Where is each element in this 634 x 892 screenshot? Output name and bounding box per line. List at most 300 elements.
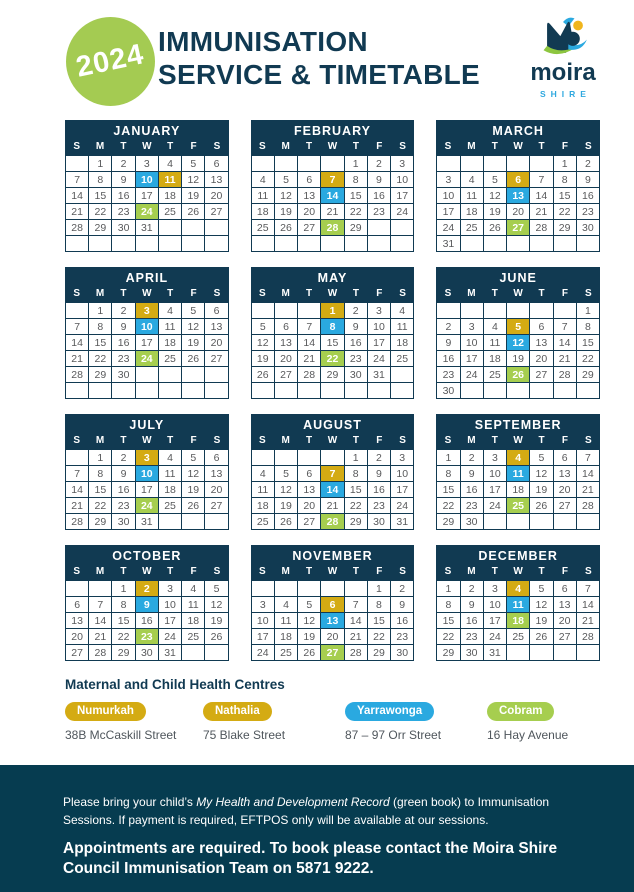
date-cell: 30 — [345, 367, 368, 383]
date-cell: 13 — [554, 466, 577, 482]
legend-title: Maternal and Child Health Centres — [65, 677, 285, 692]
date-cell: 14 — [345, 613, 368, 629]
date-cell: 6 — [205, 303, 228, 319]
dow-label: S — [584, 141, 592, 152]
date-cell: 5 — [252, 319, 275, 335]
dow-label: T — [491, 435, 498, 446]
date-grid — [251, 450, 415, 530]
date-cell: 28 — [345, 645, 368, 661]
date-cell: 21 — [298, 351, 321, 367]
page-title-line1: IMMUNISATION — [158, 26, 368, 57]
date-cell: 26 — [182, 204, 205, 220]
session-date-green: 28 — [321, 514, 344, 530]
dow-label: T — [120, 566, 127, 577]
page-title-line2: SERVICE & TIMETABLE — [158, 59, 481, 91]
empty-cell — [205, 383, 228, 399]
empty-cell — [577, 514, 600, 530]
empty-cell — [530, 514, 553, 530]
date-cell: 19 — [275, 204, 298, 220]
month-calendar-july — [65, 414, 229, 530]
date-cell: 25 — [252, 514, 275, 530]
date-cell: 2 — [368, 450, 391, 466]
session-date-blue: 11 — [507, 466, 530, 482]
date-grid — [65, 303, 229, 399]
month-header — [251, 120, 415, 156]
empty-cell — [391, 367, 414, 383]
date-grid — [436, 303, 600, 399]
date-cell: 20 — [530, 351, 553, 367]
date-cell: 31 — [159, 645, 182, 661]
dow-label: T — [352, 435, 359, 446]
dow-label: F — [190, 435, 197, 446]
date-cell: 26 — [182, 498, 205, 514]
date-cell: 26 — [182, 351, 205, 367]
footer-note-pre: Please bring your child’s — [63, 795, 197, 809]
months-grid — [65, 120, 600, 661]
date-cell: 18 — [159, 482, 182, 498]
date-cell: 24 — [484, 629, 507, 645]
date-cell: 9 — [112, 319, 135, 335]
centre-pill-numurkah: Numurkah — [65, 702, 146, 721]
dow-label: S — [213, 141, 221, 152]
date-cell: 30 — [368, 514, 391, 530]
date-cell: 23 — [345, 351, 368, 367]
date-cell: 7 — [577, 581, 600, 597]
month-header — [65, 545, 229, 581]
date-cell: 14 — [530, 188, 553, 204]
session-date-gold: 6 — [507, 172, 530, 188]
date-cell: 30 — [391, 645, 414, 661]
date-cell: 22 — [368, 629, 391, 645]
date-cell: 22 — [345, 498, 368, 514]
dow-label: T — [352, 288, 359, 299]
dow-label: T — [352, 141, 359, 152]
session-date-green: 23 — [136, 629, 159, 645]
empty-cell — [159, 383, 182, 399]
dow-label: S — [444, 435, 452, 446]
date-cell: 18 — [252, 204, 275, 220]
date-cell: 24 — [368, 351, 391, 367]
session-date-blue: 14 — [321, 482, 344, 498]
empty-cell — [252, 236, 275, 252]
date-cell: 21 — [577, 613, 600, 629]
date-cell: 11 — [182, 597, 205, 613]
date-cell: 1 — [437, 450, 460, 466]
date-cell: 21 — [321, 498, 344, 514]
session-date-gold: 11 — [159, 172, 182, 188]
date-cell: 11 — [159, 319, 182, 335]
dow-label: F — [376, 288, 383, 299]
date-cell: 7 — [89, 597, 112, 613]
session-date-gold: 1 — [321, 303, 344, 319]
date-cell: 25 — [159, 498, 182, 514]
session-date-green: 26 — [507, 367, 530, 383]
date-cell: 24 — [391, 498, 414, 514]
date-cell: 17 — [484, 482, 507, 498]
dow-label: S — [73, 566, 81, 577]
empty-cell — [507, 236, 530, 252]
date-grid — [436, 156, 600, 252]
empty-cell — [345, 383, 368, 399]
date-cell: 19 — [182, 188, 205, 204]
dow-label: F — [561, 566, 568, 577]
date-cell: 31 — [368, 367, 391, 383]
dow-label: M — [281, 435, 290, 446]
empty-cell — [577, 236, 600, 252]
dow-label: M — [281, 566, 290, 577]
date-cell: 28 — [66, 514, 89, 530]
footer-note — [63, 793, 582, 829]
dow-label: F — [190, 566, 197, 577]
empty-cell — [461, 156, 484, 172]
month-calendar-august — [251, 414, 415, 530]
dow-label: S — [73, 435, 81, 446]
date-cell: 8 — [345, 172, 368, 188]
date-cell: 6 — [205, 156, 228, 172]
session-date-blue: 12 — [507, 335, 530, 351]
day-of-week-row — [436, 285, 600, 303]
day-of-week-row — [436, 138, 600, 156]
date-cell: 12 — [182, 172, 205, 188]
date-cell: 19 — [182, 482, 205, 498]
empty-cell — [298, 383, 321, 399]
date-cell: 20 — [205, 482, 228, 498]
session-date-blue: 11 — [507, 597, 530, 613]
empty-cell — [66, 156, 89, 172]
date-cell: 19 — [530, 482, 553, 498]
date-cell: 7 — [554, 319, 577, 335]
month-name: JULY — [129, 418, 165, 432]
empty-cell — [437, 303, 460, 319]
date-cell: 18 — [275, 629, 298, 645]
session-date-green: 24 — [136, 498, 159, 514]
date-cell: 23 — [368, 498, 391, 514]
date-cell: 1 — [345, 450, 368, 466]
moira-logo-mark — [536, 14, 590, 60]
month-name: JUNE — [499, 271, 537, 285]
date-cell: 3 — [461, 319, 484, 335]
date-cell: 28 — [298, 367, 321, 383]
empty-cell — [182, 383, 205, 399]
centre-pill-cobram: Cobram — [487, 702, 554, 721]
date-cell: 1 — [89, 303, 112, 319]
session-date-blue: 13 — [507, 188, 530, 204]
date-cell: 20 — [66, 629, 89, 645]
footer-banner — [0, 765, 634, 892]
dow-label: M — [95, 566, 105, 577]
date-cell: 20 — [205, 335, 228, 351]
date-cell: 13 — [275, 335, 298, 351]
date-cell: 13 — [298, 482, 321, 498]
date-cell: 20 — [298, 498, 321, 514]
date-cell: 22 — [112, 629, 135, 645]
empty-cell — [368, 236, 391, 252]
date-grid — [251, 156, 415, 252]
date-cell: 1 — [89, 156, 112, 172]
month-header — [436, 120, 600, 156]
date-cell: 11 — [461, 188, 484, 204]
empty-cell — [136, 367, 159, 383]
month-name: MARCH — [492, 124, 544, 138]
date-grid — [251, 581, 415, 661]
empty-cell — [182, 367, 205, 383]
date-cell: 15 — [577, 335, 600, 351]
date-cell: 17 — [159, 613, 182, 629]
date-cell: 2 — [461, 581, 484, 597]
empty-cell — [321, 581, 344, 597]
date-cell: 13 — [205, 172, 228, 188]
empty-cell — [391, 383, 414, 399]
date-cell: 1 — [345, 156, 368, 172]
empty-cell — [89, 581, 112, 597]
date-cell: 1 — [89, 450, 112, 466]
date-cell: 24 — [484, 498, 507, 514]
date-cell: 17 — [461, 351, 484, 367]
empty-cell — [530, 645, 553, 661]
date-cell: 25 — [275, 645, 298, 661]
date-cell: 26 — [252, 367, 275, 383]
empty-cell — [484, 303, 507, 319]
empty-cell — [275, 303, 298, 319]
session-date-green: 22 — [321, 351, 344, 367]
date-cell: 4 — [275, 597, 298, 613]
date-cell: 22 — [89, 351, 112, 367]
date-cell: 7 — [530, 172, 553, 188]
date-cell: 30 — [136, 645, 159, 661]
day-of-week-row — [65, 563, 229, 581]
date-cell: 11 — [252, 482, 275, 498]
month-header — [65, 120, 229, 156]
date-cell: 20 — [507, 204, 530, 220]
date-cell: 20 — [321, 629, 344, 645]
month-name: AUGUST — [303, 418, 362, 432]
dow-label: M — [95, 435, 105, 446]
date-cell: 1 — [368, 581, 391, 597]
empty-cell — [298, 450, 321, 466]
month-calendar-february — [251, 120, 415, 252]
date-cell: 25 — [182, 629, 205, 645]
empty-cell — [368, 383, 391, 399]
dow-label: T — [120, 141, 127, 152]
date-cell: 2 — [345, 303, 368, 319]
date-cell: 19 — [182, 335, 205, 351]
date-cell: 12 — [530, 466, 553, 482]
date-cell: 26 — [484, 220, 507, 236]
dow-label: M — [281, 288, 290, 299]
footer-note-post: (green book) to Immunisation Sessions. If payment is required, EFTPOS only will be available at our sessions. — [63, 795, 550, 827]
dow-label: T — [167, 435, 174, 446]
month-name: MAY — [317, 271, 348, 285]
date-cell: 5 — [298, 597, 321, 613]
year-badge-label: 2024 — [73, 38, 148, 84]
date-cell: 22 — [437, 498, 460, 514]
session-date-green: 18 — [507, 613, 530, 629]
date-cell: 11 — [391, 319, 414, 335]
date-cell: 20 — [298, 204, 321, 220]
date-cell: 18 — [252, 498, 275, 514]
date-cell: 13 — [554, 597, 577, 613]
dow-label: T — [120, 288, 127, 299]
date-cell: 6 — [530, 319, 553, 335]
dow-label: W — [327, 141, 338, 152]
date-cell: 15 — [321, 335, 344, 351]
empty-cell — [345, 236, 368, 252]
date-cell: 30 — [577, 220, 600, 236]
dow-label: M — [467, 288, 476, 299]
month-calendar-november — [251, 545, 415, 661]
date-grid — [436, 450, 600, 530]
date-cell: 6 — [554, 581, 577, 597]
dow-label: T — [491, 566, 498, 577]
date-cell: 12 — [530, 597, 553, 613]
date-cell: 2 — [112, 303, 135, 319]
date-cell: 3 — [252, 597, 275, 613]
empty-cell — [461, 383, 484, 399]
date-cell: 17 — [391, 482, 414, 498]
date-cell: 18 — [391, 335, 414, 351]
logo-wordmark: moira — [530, 59, 596, 86]
date-cell: 12 — [298, 613, 321, 629]
date-cell: 29 — [345, 220, 368, 236]
date-cell: 27 — [530, 367, 553, 383]
date-cell: 9 — [368, 466, 391, 482]
dow-label: T — [538, 288, 545, 299]
date-cell: 23 — [437, 367, 460, 383]
date-cell: 23 — [577, 204, 600, 220]
date-cell: 8 — [437, 466, 460, 482]
logo-subtitle: SHIRE — [540, 89, 591, 99]
date-cell: 19 — [205, 613, 228, 629]
date-cell: 12 — [182, 466, 205, 482]
date-cell: 11 — [159, 466, 182, 482]
page-header — [0, 0, 634, 108]
date-cell: 10 — [484, 466, 507, 482]
dow-label: S — [259, 141, 266, 152]
date-cell: 15 — [89, 188, 112, 204]
date-cell: 30 — [112, 220, 135, 236]
empty-cell — [554, 303, 577, 319]
date-cell: 22 — [577, 351, 600, 367]
empty-cell — [66, 383, 89, 399]
date-cell: 3 — [484, 581, 507, 597]
date-cell: 16 — [368, 188, 391, 204]
date-cell: 23 — [112, 204, 135, 220]
date-cell: 8 — [345, 466, 368, 482]
date-cell: 14 — [89, 613, 112, 629]
date-cell: 15 — [437, 613, 460, 629]
date-cell: 22 — [89, 498, 112, 514]
date-cell: 8 — [89, 466, 112, 482]
centre-address-numurkah: 38B McCaskill Street — [65, 728, 177, 742]
date-cell: 23 — [461, 629, 484, 645]
empty-cell — [66, 236, 89, 252]
month-calendar-may — [251, 267, 415, 399]
dow-label: F — [561, 288, 568, 299]
dow-label: S — [584, 435, 592, 446]
date-cell: 2 — [112, 156, 135, 172]
date-cell: 23 — [391, 629, 414, 645]
date-cell: 2 — [112, 450, 135, 466]
date-cell: 29 — [89, 367, 112, 383]
dow-label: S — [73, 288, 81, 299]
date-cell: 6 — [275, 319, 298, 335]
date-cell: 27 — [205, 351, 228, 367]
month-name: DECEMBER — [478, 549, 558, 563]
date-cell: 3 — [484, 450, 507, 466]
date-cell: 20 — [554, 482, 577, 498]
date-cell: 17 — [484, 613, 507, 629]
footer-appointments-text: Appointments are required. To book please contact the Moira Shire Council Immunisation Team on 5871 9222. — [63, 840, 558, 878]
empty-cell — [275, 236, 298, 252]
dow-label: S — [213, 288, 221, 299]
date-cell: 17 — [136, 188, 159, 204]
empty-cell — [507, 156, 530, 172]
centre-address-yarrawonga: 87 – 97 Orr Street — [345, 728, 442, 742]
date-cell: 14 — [298, 335, 321, 351]
date-cell: 7 — [66, 172, 89, 188]
date-cell: 5 — [530, 581, 553, 597]
day-of-week-row — [436, 563, 600, 581]
empty-cell — [507, 383, 530, 399]
date-cell: 12 — [275, 188, 298, 204]
day-of-week-row — [436, 432, 600, 450]
empty-cell — [484, 383, 507, 399]
date-cell: 17 — [136, 335, 159, 351]
date-cell: 14 — [577, 466, 600, 482]
date-cell: 2 — [577, 156, 600, 172]
date-cell: 5 — [182, 450, 205, 466]
dow-label: T — [167, 141, 174, 152]
date-cell: 21 — [89, 629, 112, 645]
empty-cell — [507, 645, 530, 661]
date-cell: 26 — [205, 629, 228, 645]
session-date-blue: 8 — [321, 319, 344, 335]
month-header — [436, 414, 600, 450]
date-cell: 29 — [437, 514, 460, 530]
date-cell: 16 — [112, 188, 135, 204]
empty-cell — [182, 514, 205, 530]
empty-cell — [112, 383, 135, 399]
day-of-week-row — [251, 138, 415, 156]
date-cell: 14 — [66, 482, 89, 498]
empty-cell — [437, 156, 460, 172]
date-cell: 26 — [298, 645, 321, 661]
date-cell: 17 — [437, 204, 460, 220]
session-date-blue: 10 — [136, 319, 159, 335]
empty-cell — [275, 450, 298, 466]
date-cell: 16 — [577, 188, 600, 204]
date-cell: 16 — [368, 482, 391, 498]
date-cell: 8 — [368, 597, 391, 613]
date-cell: 21 — [345, 629, 368, 645]
dow-label: S — [584, 288, 592, 299]
date-cell: 8 — [437, 597, 460, 613]
date-cell: 27 — [554, 629, 577, 645]
date-cell: 29 — [577, 367, 600, 383]
legend-section — [65, 677, 600, 742]
month-header — [436, 545, 600, 581]
dow-label: T — [491, 141, 498, 152]
date-cell: 17 — [136, 482, 159, 498]
dow-label: S — [399, 141, 406, 152]
empty-cell — [159, 514, 182, 530]
date-cell: 15 — [345, 482, 368, 498]
session-date-blue: 14 — [321, 188, 344, 204]
date-cell: 19 — [252, 351, 275, 367]
empty-cell — [136, 383, 159, 399]
empty-cell — [321, 450, 344, 466]
day-of-week-row — [251, 432, 415, 450]
